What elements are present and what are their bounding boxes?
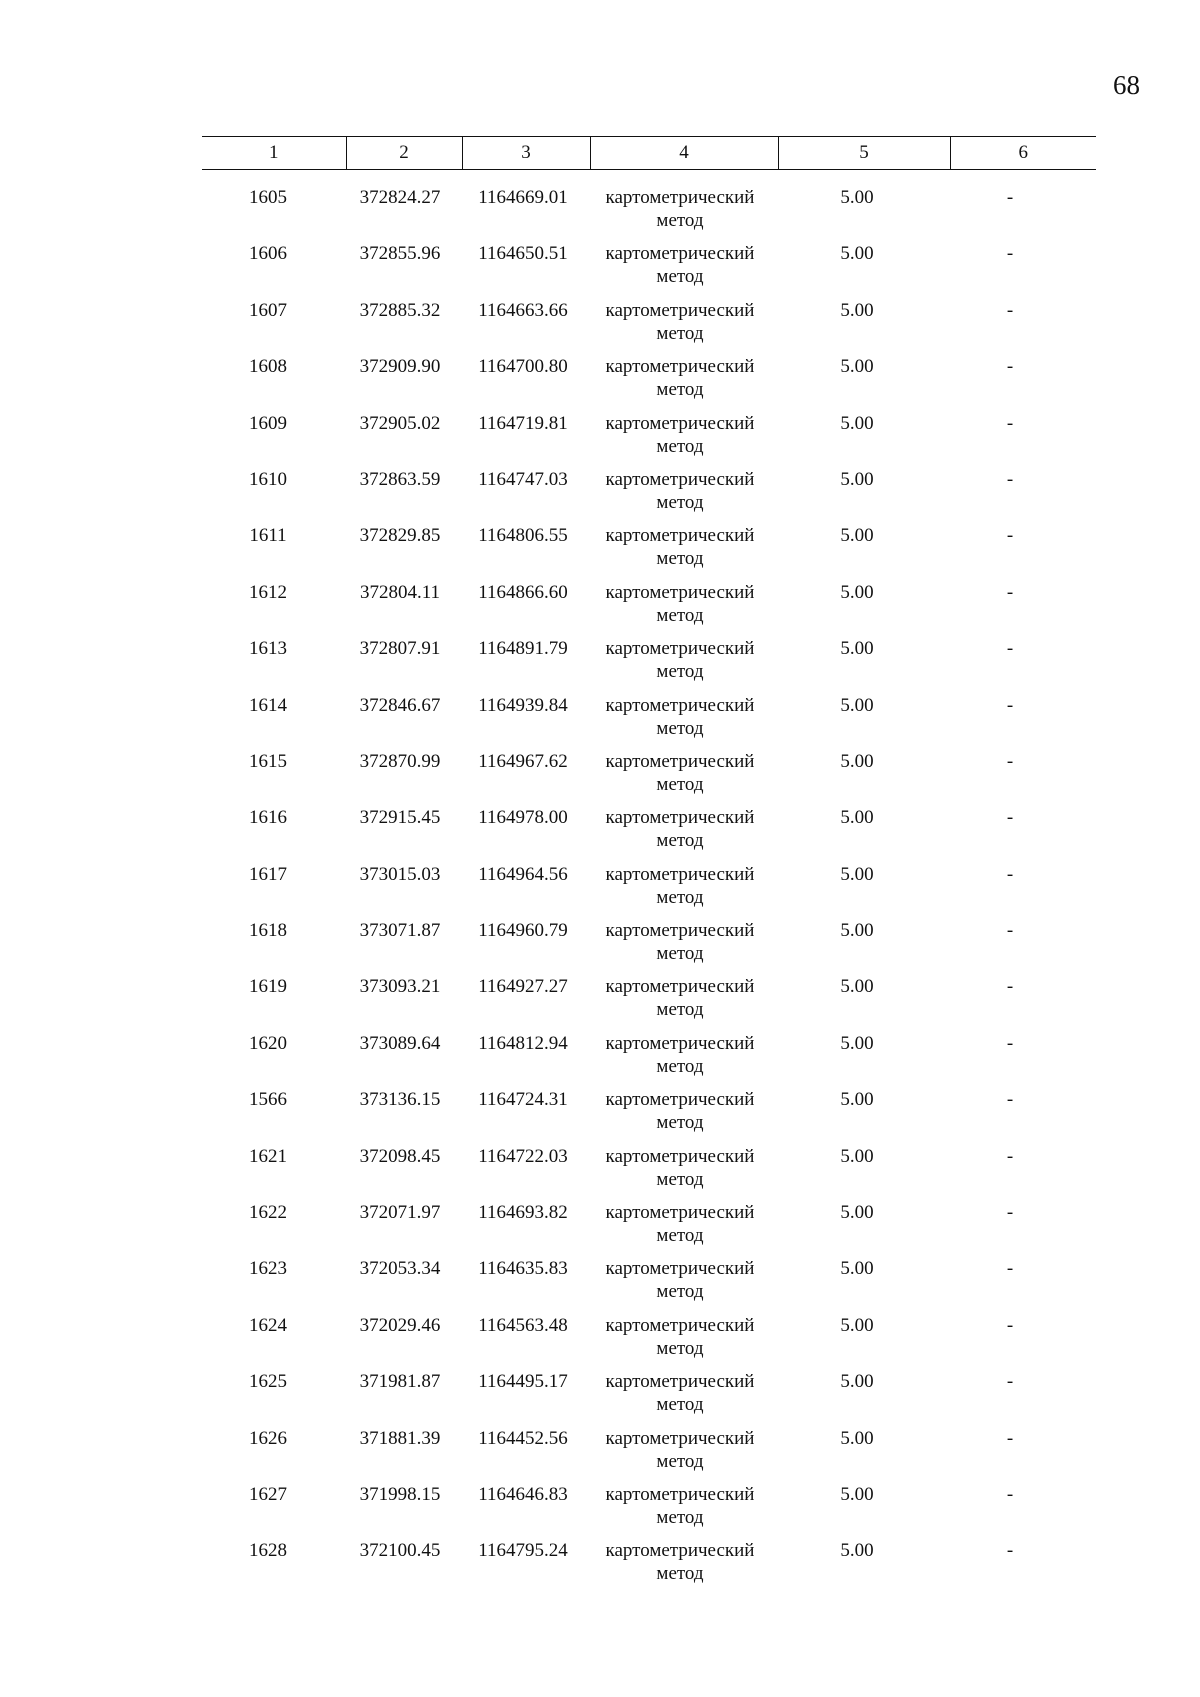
x-coordinate-cell: 373015.03 <box>359 863 441 885</box>
method-cell <box>585 468 775 514</box>
method-line-2: метод <box>656 548 704 570</box>
accuracy-cell: 5.00 <box>840 525 874 547</box>
y-coordinate-cell: 1164939.84 <box>478 694 568 716</box>
accuracy-cell: 5.00 <box>840 1202 874 1224</box>
point-number-cell: 1610 <box>249 468 287 490</box>
y-coordinate-cell: 1164812.94 <box>478 1032 568 1054</box>
method-cell <box>585 1145 775 1191</box>
y-coordinate-cell: 1164650.51 <box>478 243 568 265</box>
point-number-cell: 1612 <box>249 581 287 603</box>
column-header-1: 1 <box>202 137 346 170</box>
x-coordinate-cell: 372905.02 <box>359 412 441 434</box>
method-cell <box>585 1370 775 1416</box>
table-row <box>0 581 1200 637</box>
x-coordinate-cell: 372870.99 <box>359 750 441 772</box>
y-coordinate-cell: 1164452.56 <box>478 1427 568 1449</box>
method-line-2: метод <box>656 322 704 344</box>
method-line-2: метод <box>656 210 704 231</box>
point-number-cell: 1606 <box>249 243 287 265</box>
table-row <box>0 355 1200 411</box>
x-coordinate-cell: 372053.34 <box>359 1258 441 1280</box>
note-cell: - <box>1006 638 1014 660</box>
method-line-2: метод <box>656 1394 704 1416</box>
table-row <box>0 299 1200 355</box>
method-line-2: метод <box>656 435 704 457</box>
table-row <box>0 1483 1200 1539</box>
method-cell <box>585 863 775 909</box>
point-number-cell: 1615 <box>249 750 287 772</box>
method-line-1: картометрический <box>605 1427 755 1449</box>
method-cell <box>585 355 775 401</box>
x-coordinate-cell: 373071.87 <box>359 920 441 942</box>
method-line-2: метод <box>656 1563 704 1585</box>
x-coordinate-cell: 371981.87 <box>359 1371 441 1393</box>
x-coordinate-cell: 373089.64 <box>359 1032 441 1054</box>
note-cell: - <box>1006 750 1014 772</box>
y-coordinate-cell: 1164891.79 <box>478 638 568 660</box>
method-line-2: метод <box>656 999 704 1021</box>
accuracy-cell: 5.00 <box>840 694 874 716</box>
y-coordinate-cell: 1164722.03 <box>478 1145 568 1167</box>
method-line-2: метод <box>656 1337 704 1359</box>
point-number-cell: 1619 <box>249 976 287 998</box>
method-line-1: картометрический <box>605 920 755 942</box>
accuracy-cell: 5.00 <box>840 243 874 265</box>
accuracy-cell: 5.00 <box>840 976 874 998</box>
note-cell: - <box>1006 243 1014 265</box>
method-line-1: картометрический <box>605 1483 755 1505</box>
method-line-1: картометрический <box>605 525 755 547</box>
column-header-3: 3 <box>462 137 590 170</box>
x-coordinate-cell: 372829.85 <box>359 525 441 547</box>
x-coordinate-cell: 372909.90 <box>359 356 441 378</box>
method-line-2: метод <box>656 1506 704 1528</box>
x-coordinate-cell: 372807.91 <box>359 638 441 660</box>
point-number-cell: 1620 <box>249 1032 287 1054</box>
method-line-2: метод <box>656 1112 704 1134</box>
x-coordinate-cell: 372029.46 <box>359 1314 441 1336</box>
y-coordinate-cell: 1164693.82 <box>478 1202 568 1224</box>
table-row <box>0 975 1200 1031</box>
point-number-cell: 1626 <box>249 1427 287 1449</box>
y-coordinate-cell: 1164495.17 <box>478 1371 568 1393</box>
note-cell: - <box>1006 863 1014 885</box>
accuracy-cell: 5.00 <box>840 920 874 942</box>
method-line-2: метод <box>656 379 704 401</box>
note-cell: - <box>1006 412 1014 434</box>
method-cell <box>585 299 775 345</box>
table-row <box>0 524 1200 580</box>
note-cell: - <box>1006 1258 1014 1280</box>
method-cell <box>585 1088 775 1134</box>
y-coordinate-cell: 1164563.48 <box>478 1314 568 1336</box>
accuracy-cell: 5.00 <box>840 638 874 660</box>
table-row <box>0 412 1200 468</box>
method-cell <box>585 1257 775 1303</box>
point-number-cell: 1624 <box>249 1314 287 1336</box>
note-cell: - <box>1006 525 1014 547</box>
table-row <box>0 694 1200 750</box>
y-coordinate-cell: 1164967.62 <box>478 750 568 772</box>
accuracy-cell: 5.00 <box>840 1314 874 1336</box>
method-line-2: метод <box>656 886 704 908</box>
method-cell <box>585 412 775 458</box>
point-number-cell: 1608 <box>249 356 287 378</box>
method-line-1: картометрический <box>605 187 755 208</box>
y-coordinate-cell: 1164978.00 <box>478 807 568 829</box>
method-line-2: метод <box>656 1450 704 1472</box>
note-cell: - <box>1006 807 1014 829</box>
y-coordinate-cell: 1164646.83 <box>478 1483 568 1505</box>
x-coordinate-cell: 372100.45 <box>359 1540 441 1562</box>
method-line-1: картометрический <box>605 863 755 885</box>
note-cell: - <box>1006 1202 1014 1224</box>
method-line-1: картометрический <box>605 412 755 434</box>
method-line-2: метод <box>656 1281 704 1303</box>
y-coordinate-cell: 1164866.60 <box>478 581 568 603</box>
method-line-1: картометрический <box>605 1258 755 1280</box>
note-cell: - <box>1006 1483 1014 1505</box>
note-cell: - <box>1006 1540 1014 1562</box>
method-line-2: метод <box>656 773 704 795</box>
y-coordinate-cell: 1164700.80 <box>478 356 568 378</box>
y-coordinate-cell: 1164635.83 <box>478 1258 568 1280</box>
table-row <box>0 919 1200 975</box>
method-cell <box>585 919 775 965</box>
accuracy-cell: 5.00 <box>840 581 874 603</box>
x-coordinate-cell: 372885.32 <box>359 299 441 321</box>
column-header-2: 2 <box>346 137 462 170</box>
x-coordinate-cell: 372071.97 <box>359 1202 441 1224</box>
note-cell: - <box>1006 920 1014 942</box>
point-number-cell: 1622 <box>249 1202 287 1224</box>
x-coordinate-cell: 371881.39 <box>359 1427 441 1449</box>
method-line-2: метод <box>656 943 704 965</box>
note-cell: - <box>1006 1032 1014 1054</box>
method-line-1: картометрический <box>605 976 755 998</box>
method-cell <box>585 637 775 683</box>
table-row <box>0 1314 1200 1370</box>
x-coordinate-cell: 372824.27 <box>359 187 441 208</box>
method-line-1: картометрический <box>605 356 755 378</box>
method-cell <box>585 1483 775 1529</box>
accuracy-cell: 5.00 <box>840 1540 874 1562</box>
method-cell <box>585 1314 775 1360</box>
note-cell: - <box>1006 1314 1014 1336</box>
method-cell <box>585 1427 775 1473</box>
accuracy-cell: 5.00 <box>840 356 874 378</box>
y-coordinate-cell: 1164669.01 <box>478 187 568 208</box>
table-row <box>0 1145 1200 1201</box>
accuracy-cell: 5.00 <box>840 1032 874 1054</box>
x-coordinate-cell: 372098.45 <box>359 1145 441 1167</box>
table-row <box>0 242 1200 298</box>
note-cell: - <box>1006 1371 1014 1393</box>
table-row <box>0 1370 1200 1426</box>
method-line-2: метод <box>656 830 704 852</box>
accuracy-cell: 5.00 <box>840 1145 874 1167</box>
y-coordinate-cell: 1164795.24 <box>478 1540 568 1562</box>
method-cell <box>585 975 775 1021</box>
column-header-5: 5 <box>778 137 950 170</box>
table-row <box>0 750 1200 806</box>
table-row <box>0 863 1200 919</box>
table-body <box>0 186 1200 1596</box>
x-coordinate-cell: 372863.59 <box>359 468 441 490</box>
note-cell: - <box>1006 1089 1014 1111</box>
note-cell: - <box>1006 356 1014 378</box>
y-coordinate-cell: 1164724.31 <box>478 1089 568 1111</box>
y-coordinate-cell: 1164927.27 <box>478 976 568 998</box>
method-line-1: картометрический <box>605 1202 755 1224</box>
header-row <box>202 137 1096 170</box>
column-header-4: 4 <box>590 137 778 170</box>
x-coordinate-cell: 372846.67 <box>359 694 441 716</box>
method-line-2: метод <box>656 491 704 513</box>
point-number-cell: 1607 <box>249 299 287 321</box>
method-line-1: картометрический <box>605 1314 755 1336</box>
y-coordinate-cell: 1164747.03 <box>478 468 568 490</box>
table-row <box>0 468 1200 524</box>
note-cell: - <box>1006 1427 1014 1449</box>
method-line-1: картометрический <box>605 1371 755 1393</box>
y-coordinate-cell: 1164806.55 <box>478 525 568 547</box>
method-cell <box>585 186 775 232</box>
method-line-1: картометрический <box>605 1089 755 1111</box>
point-number-cell: 1617 <box>249 863 287 885</box>
point-number-cell: 1613 <box>249 638 287 660</box>
table-row <box>0 637 1200 693</box>
point-number-cell: 1627 <box>249 1483 287 1505</box>
note-cell: - <box>1006 581 1014 603</box>
method-line-1: картометрический <box>605 299 755 321</box>
method-line-2: метод <box>656 604 704 626</box>
method-cell <box>585 750 775 796</box>
table-row <box>0 1088 1200 1144</box>
point-number-cell: 1621 <box>249 1145 287 1167</box>
point-number-cell: 1625 <box>249 1371 287 1393</box>
method-line-1: картометрический <box>605 750 755 772</box>
table-row <box>0 1257 1200 1313</box>
method-cell <box>585 1539 775 1585</box>
table-row <box>0 806 1200 862</box>
method-cell <box>585 694 775 740</box>
method-line-1: картометрический <box>605 243 755 265</box>
table-row <box>0 1539 1200 1595</box>
x-coordinate-cell: 371998.15 <box>359 1483 441 1505</box>
table-row <box>0 1201 1200 1257</box>
method-line-1: картометрический <box>605 581 755 603</box>
point-number-cell: 1616 <box>249 807 287 829</box>
method-cell <box>585 581 775 627</box>
method-line-1: картометрический <box>605 638 755 660</box>
note-cell: - <box>1006 468 1014 490</box>
page-number: 68 <box>1113 70 1140 100</box>
method-line-1: картометрический <box>605 694 755 716</box>
table-row <box>0 186 1200 242</box>
accuracy-cell: 5.00 <box>840 187 874 208</box>
accuracy-cell: 5.00 <box>840 412 874 434</box>
method-cell <box>585 524 775 570</box>
note-cell: - <box>1006 299 1014 321</box>
point-number-cell: 1618 <box>249 920 287 942</box>
x-coordinate-cell: 372804.11 <box>359 581 441 603</box>
y-coordinate-cell: 1164964.56 <box>478 863 568 885</box>
table-row <box>0 1032 1200 1088</box>
point-number-cell: 1605 <box>249 187 287 208</box>
point-number-cell: 1611 <box>249 525 287 547</box>
accuracy-cell: 5.00 <box>840 1258 874 1280</box>
method-line-2: метод <box>656 266 704 288</box>
point-number-cell: 1566 <box>249 1089 287 1111</box>
method-line-2: метод <box>656 717 704 739</box>
x-coordinate-cell: 373093.21 <box>359 976 441 998</box>
note-cell: - <box>1006 976 1014 998</box>
point-number-cell: 1609 <box>249 412 287 434</box>
accuracy-cell: 5.00 <box>840 863 874 885</box>
accuracy-cell: 5.00 <box>840 807 874 829</box>
method-line-2: метод <box>656 661 704 683</box>
accuracy-cell: 5.00 <box>840 299 874 321</box>
y-coordinate-cell: 1164663.66 <box>478 299 568 321</box>
y-coordinate-cell: 1164960.79 <box>478 920 568 942</box>
accuracy-cell: 5.00 <box>840 1483 874 1505</box>
x-coordinate-cell: 373136.15 <box>359 1089 441 1111</box>
method-line-1: картометрический <box>605 807 755 829</box>
y-coordinate-cell: 1164719.81 <box>478 412 568 434</box>
table-row <box>0 1427 1200 1483</box>
method-line-1: картометрический <box>605 1032 755 1054</box>
point-number-cell: 1614 <box>249 694 287 716</box>
accuracy-cell: 5.00 <box>840 750 874 772</box>
accuracy-cell: 5.00 <box>840 468 874 490</box>
accuracy-cell: 5.00 <box>840 1089 874 1111</box>
point-number-cell: 1628 <box>249 1540 287 1562</box>
note-cell: - <box>1006 694 1014 716</box>
note-cell: - <box>1006 187 1014 208</box>
column-header-6: 6 <box>950 137 1096 170</box>
method-line-2: метод <box>656 1055 704 1077</box>
x-coordinate-cell: 372915.45 <box>359 807 441 829</box>
table-header <box>202 136 1096 170</box>
method-cell <box>585 242 775 288</box>
accuracy-cell: 5.00 <box>840 1371 874 1393</box>
method-cell <box>585 1201 775 1247</box>
point-number-cell: 1623 <box>249 1258 287 1280</box>
method-line-1: картометрический <box>605 468 755 490</box>
accuracy-cell: 5.00 <box>840 1427 874 1449</box>
note-cell: - <box>1006 1145 1014 1167</box>
x-coordinate-cell: 372855.96 <box>359 243 441 265</box>
method-line-1: картометрический <box>605 1540 755 1562</box>
method-line-2: метод <box>656 1225 704 1247</box>
method-line-2: метод <box>656 1168 704 1190</box>
method-cell <box>585 1032 775 1078</box>
method-cell <box>585 806 775 852</box>
method-line-1: картометрический <box>605 1145 755 1167</box>
